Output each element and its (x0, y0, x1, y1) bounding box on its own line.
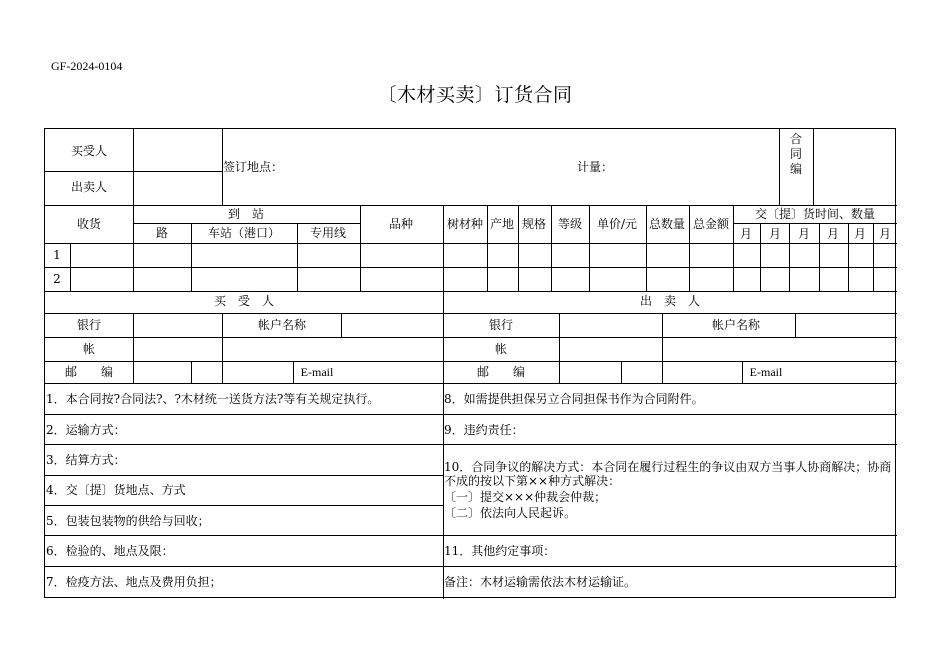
grid-line (848, 223, 849, 291)
grid-line (813, 129, 814, 205)
contract-no-label: 合 (789, 132, 803, 146)
grid-line (742, 361, 743, 383)
grid-line (551, 205, 552, 291)
grid-line (819, 223, 820, 291)
grid-line (45, 475, 443, 476)
seller-email-label: E-mail (749, 365, 783, 379)
row-number: 2 (53, 272, 61, 286)
buyer-email-label: E-mail (300, 365, 334, 379)
grid-line (297, 223, 298, 291)
grid-line (45, 205, 779, 206)
grid-line (191, 223, 192, 291)
grid-line (133, 205, 134, 291)
term-3: 3．结算方式： (46, 453, 126, 467)
grid-line (360, 205, 361, 291)
receive-header: 收货 (76, 217, 102, 231)
grid-line (222, 313, 223, 383)
grid-line (789, 223, 790, 291)
special-line-header: 专用线 (309, 226, 347, 240)
buyer-postcode-label: 邮 编 (64, 365, 114, 379)
unit-price-header: 单价/元 (596, 217, 638, 231)
grid-line (45, 383, 897, 384)
grid-line (795, 313, 796, 337)
grid-line (191, 361, 192, 383)
grid-line (689, 205, 690, 291)
month-header: 月 (826, 227, 840, 241)
grid-line (733, 205, 734, 291)
contract-no-label: 同 (789, 147, 803, 161)
total-qty-header: 总数量 (648, 217, 686, 231)
term-2: 2．运输方式： (46, 423, 126, 437)
term-8: 8．如需提供担保另立合同担保书作为合同附件。 (444, 392, 704, 406)
grid-line (70, 243, 71, 291)
variety-header: 品种 (388, 217, 414, 231)
grid-line (646, 205, 647, 291)
note: 备注：木材运输需依法木材运输证。 (444, 575, 637, 589)
buyer-account-label: 帐 (82, 342, 96, 356)
seller-section-title: 出 卖 人 (639, 294, 701, 308)
term-5: 5．包装包装物的供给与回收； (46, 514, 210, 528)
buyer-label: 买受人 (70, 144, 108, 158)
grid-line (621, 361, 622, 383)
grid-line (341, 313, 342, 337)
buyer-section-title: 买 受 人 (213, 294, 275, 308)
month-header: 月 (853, 227, 867, 241)
grid-line (133, 313, 134, 383)
spec-header: 规格 (521, 217, 547, 231)
grid-line (589, 205, 590, 291)
seller-account-label: 帐 (494, 342, 508, 356)
grid-line (133, 171, 222, 172)
seller-account-name-label: 帐户名称 (711, 318, 761, 332)
station-header: 车站（港口） (207, 226, 281, 240)
month-header: 月 (768, 227, 782, 241)
grid-line (45, 444, 443, 445)
grid-line (45, 566, 897, 567)
grid-line (45, 361, 897, 362)
grid-line (45, 291, 897, 292)
grid-line (45, 313, 897, 314)
tree-species-header: 树材种 (446, 217, 484, 231)
grid-line (45, 267, 897, 268)
contract-no-label: 编 (789, 162, 803, 176)
term-1: 1．本合同按?合同法?、?木材统一送货方法?等有关规定执行。 (46, 392, 380, 406)
page-title: 〔木材买卖〕订货合同 (377, 84, 573, 106)
term-10-option-2: 〔二〕依法向人民起诉。 (444, 506, 577, 520)
grid-line (779, 205, 897, 206)
measure-label: 计量： (577, 160, 614, 174)
term-10-option-1: 〔一〕提交×××仲裁会仲裁； (444, 490, 607, 504)
grid-line (487, 205, 488, 291)
origin-header: 产地 (489, 217, 515, 231)
grid-line (45, 337, 897, 338)
term-11: 11．其他约定事项： (444, 544, 556, 558)
grid-line (293, 361, 294, 383)
grid-line (45, 243, 897, 244)
grid-line (760, 223, 761, 291)
month-header: 月 (739, 227, 753, 241)
term-4: 4．交〔提〕货地点、方式 (46, 483, 186, 497)
delivery-header: 交〔提〕货时间、数量 (754, 207, 876, 221)
road-header: 路 (155, 226, 169, 240)
grid-line (443, 444, 897, 445)
document-code: GF-2024-0104 (51, 59, 123, 73)
sign-place-label: 签订地点： (223, 160, 284, 174)
buyer-account-name-label: 帐户名称 (257, 318, 307, 332)
grid-line (45, 505, 443, 506)
buyer-bank-label: 银行 (76, 318, 102, 332)
seller-postcode-label: 邮 编 (476, 365, 526, 379)
arrive-header: 到 站 (227, 207, 265, 221)
term-6: 6．检验的、地点及限： (46, 544, 174, 558)
grid-line (779, 129, 780, 205)
grid-line (133, 129, 134, 205)
row-number: 1 (53, 248, 61, 262)
term-9: 9．违约责任： (444, 423, 524, 437)
grid-line (133, 223, 360, 224)
contract-table (44, 128, 896, 598)
grid-line (45, 414, 897, 415)
seller-bank-label: 银行 (488, 318, 514, 332)
month-header: 月 (878, 227, 892, 241)
grid-line (873, 223, 874, 291)
grade-header: 等级 (557, 217, 583, 231)
seller-label: 出卖人 (70, 180, 108, 194)
term-7: 7．检疫方法、地点及费用负担； (46, 575, 222, 589)
grid-line (443, 205, 444, 291)
total-amount-header: 总金额 (692, 217, 730, 231)
grid-line (559, 313, 560, 383)
term-10: 10．合同争议的解决方式：本合同在履行过程生的争议由双方当事人协商解决；协商不成的按以下第××种方式解决： (444, 460, 892, 488)
grid-line (45, 535, 897, 536)
month-header: 月 (797, 227, 811, 241)
grid-line (662, 313, 663, 383)
grid-line (518, 205, 519, 291)
grid-line (45, 171, 133, 172)
